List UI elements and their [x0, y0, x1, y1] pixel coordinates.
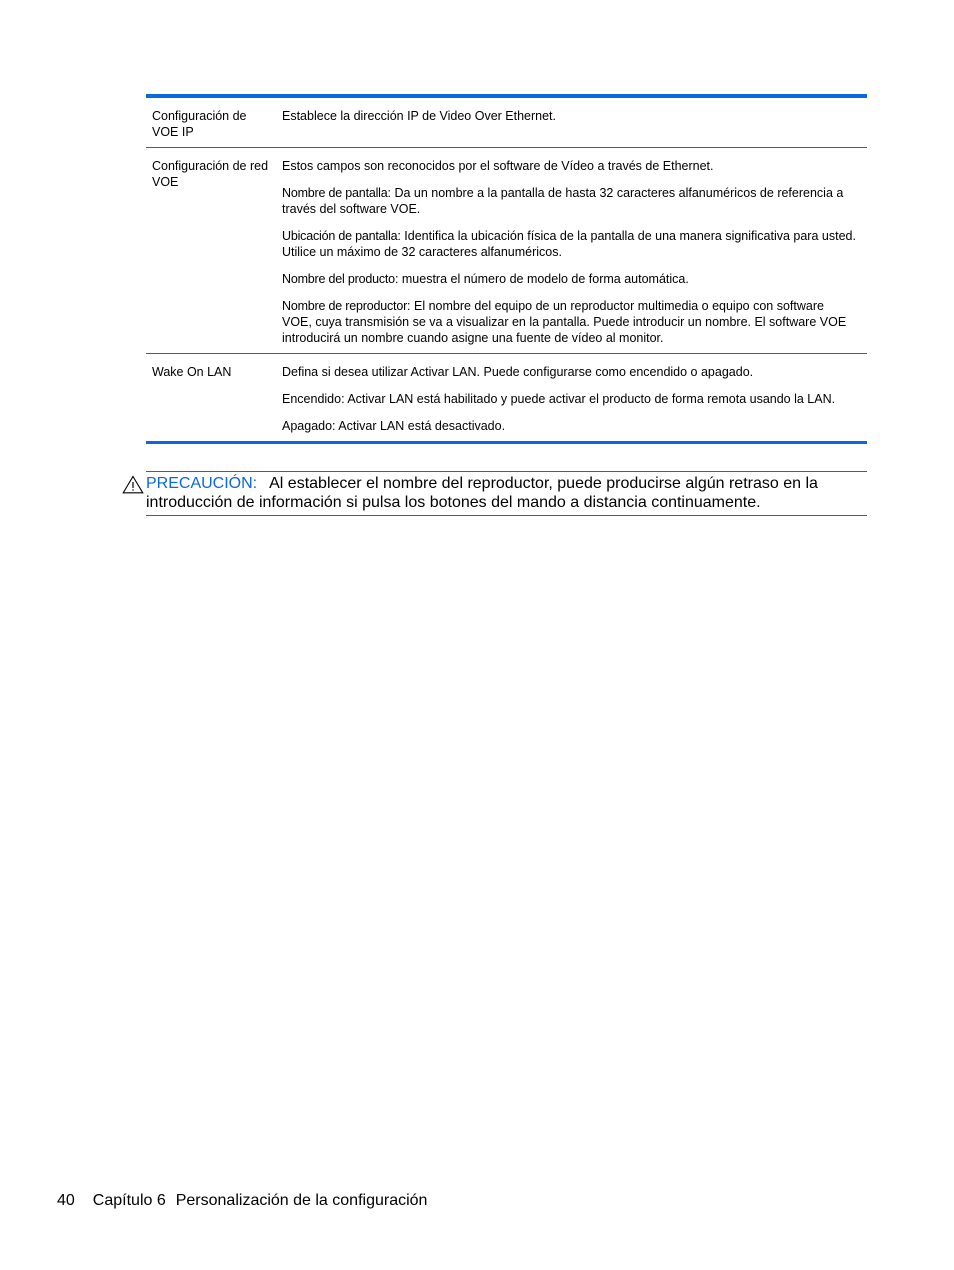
- chapter-title: Personalización de la configuración: [175, 1192, 428, 1209]
- row-description: [276, 108, 867, 140]
- paragraph-text: : El nombre del equipo de un reproductor multimedia o equipo con software VOE, cuya transmisión se va a visualizar en la pantalla. Puede introducir un nombre. El software VOE introducirá un nombre cuando asigne una fuente de vídeo al monitor.: [282, 299, 847, 345]
- caution-label: PRECAUCIÓN:: [146, 475, 258, 492]
- paragraph-term: Nombre del producto: [282, 272, 395, 286]
- table-row: [146, 147, 867, 353]
- table-row: [146, 353, 867, 441]
- row-label: Configuración de red VOE: [152, 159, 269, 189]
- paragraph-text: Apagado: Activar LAN está desactivado.: [282, 419, 506, 433]
- row-description: [276, 364, 867, 434]
- paragraph-text: : muestra el número de modelo de forma automática.: [394, 272, 689, 286]
- paragraph-text: Encendido: Activar LAN está habilitado y puede activar el producto de forma remota usando la LAN.: [282, 392, 836, 406]
- paragraph-term: Nombre de reproductor: [282, 299, 408, 313]
- row-description: [276, 158, 867, 346]
- settings-table: [146, 94, 867, 444]
- warning-triangle-icon: [122, 475, 144, 494]
- table-row: [146, 98, 867, 147]
- paragraph-text: : Identifica la ubicación física de la pantalla de una manera significativa para usted. Utilice un máximo de 32 caracteres alfanuméricos.: [282, 229, 856, 259]
- page-number: 40: [57, 1192, 75, 1209]
- page-footer: [57, 1191, 427, 1210]
- paragraph-text: Estos campos son reconocidos por el software de Vídeo a través de Ethernet.: [282, 159, 714, 173]
- row-label: Configuración de VOE IP: [152, 109, 247, 139]
- description-paragraph: [282, 364, 857, 380]
- description-paragraph: [282, 228, 857, 260]
- caution-text: Al establecer el nombre del reproductor, puede producirse algún retraso en la introducción de información si pulsa los botones del mando a distancia continuamente.: [146, 475, 818, 511]
- description-paragraph: [282, 391, 857, 407]
- paragraph-term: Ubicación de pantalla: [282, 229, 398, 243]
- description-paragraph: [282, 158, 857, 174]
- description-paragraph: [282, 271, 857, 287]
- paragraph-term: Nombre de pantalla: [282, 186, 388, 200]
- description-paragraph: [282, 298, 857, 346]
- row-label: Wake On LAN: [152, 365, 232, 379]
- caution-notice: [146, 471, 867, 516]
- paragraph-text: : Da un nombre a la pantalla de hasta 32 caracteres alfanuméricos de referencia a través del software VOE.: [282, 186, 844, 216]
- chapter-number: Capítulo 6: [92, 1192, 166, 1209]
- paragraph-text: Establece la dirección IP de Video Over Ethernet.: [282, 109, 557, 123]
- description-paragraph: [282, 418, 857, 434]
- description-paragraph: [282, 108, 857, 124]
- description-paragraph: [282, 185, 857, 217]
- paragraph-text: Defina si desea utilizar Activar LAN. Puede configurarse como encendido o apagado.: [282, 365, 754, 379]
